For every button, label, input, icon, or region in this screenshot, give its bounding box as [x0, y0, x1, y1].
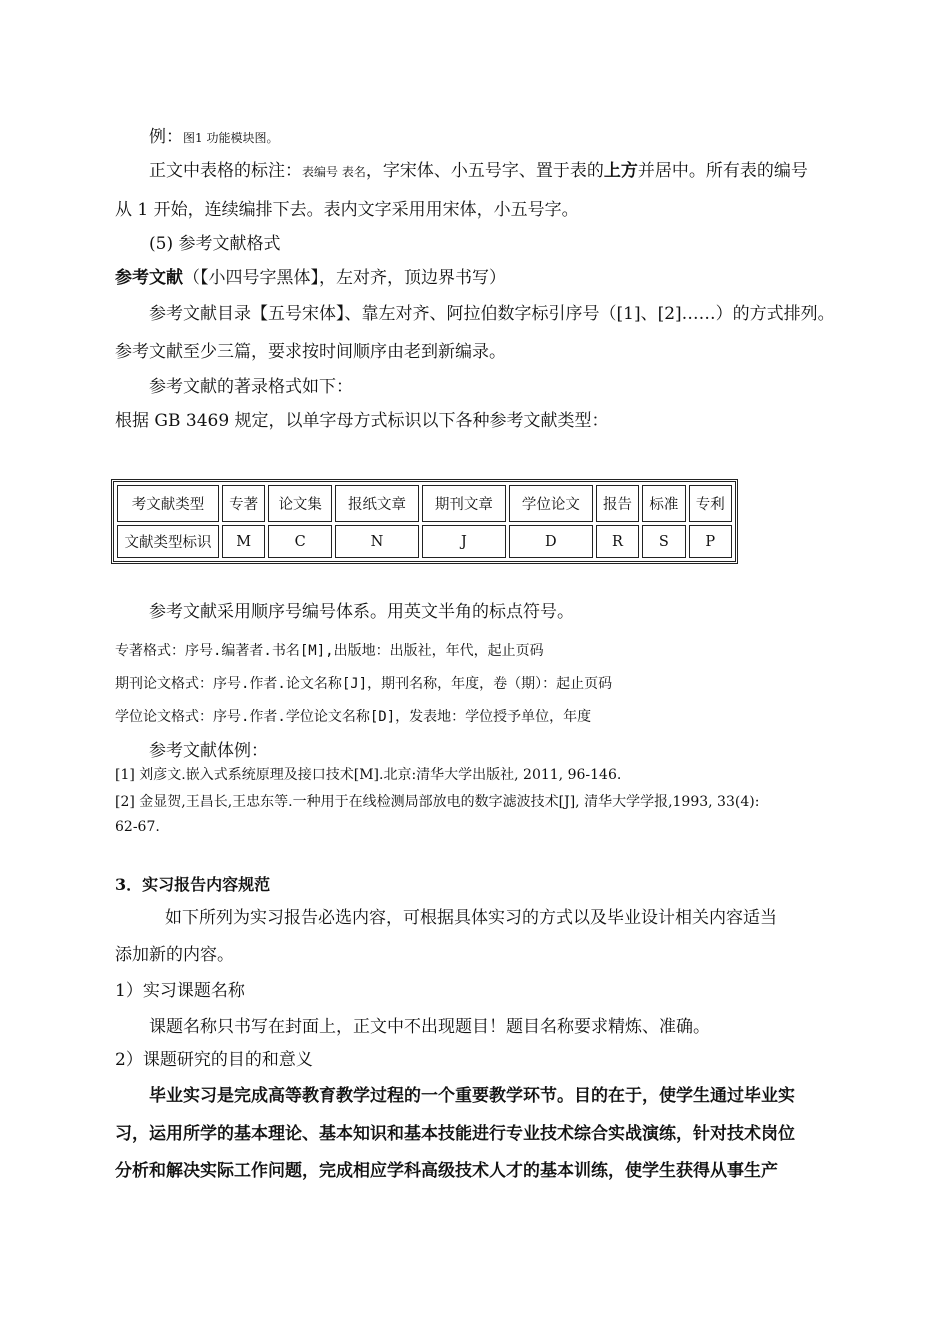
ref-list-rule-line-1: 参考文献目录【五号宋体】、靠左对齐、阿拉伯数字标引序号（[1]、[2]……）的方式排列。 [149, 304, 835, 324]
table-cell: M [222, 525, 265, 558]
reference-example-1: [1] 刘彦文.嵌入式系统原理及接口技术[M].北京:清华大学出版社, 2011, 96-146. [115, 767, 622, 783]
ref-format-heading: (5) 参考文献格式 [149, 234, 281, 254]
purpose-bold-line-1: 毕业实习是完成高等教育教学过程的一个重要教学环节。目的在于，使学生通过毕业实 [149, 1086, 795, 1106]
table-cell: 论文集 [268, 485, 332, 522]
item-1-text: 课题名称只书写在封面上，正文中不出现题目！题目名称要求精炼、准确。 [149, 1017, 710, 1037]
table-cell: 标准 [642, 485, 685, 522]
table-cell: N [335, 525, 419, 558]
table-row [117, 485, 732, 522]
table-label-example: 表编号 表名 [302, 165, 366, 179]
example-prefix: 例： [149, 127, 183, 147]
thesis-format: 学位论文格式：序号.作者.学位论文名称[D]，发表地：学位授予单位，年度 [115, 709, 592, 725]
reference-example-2-cont: 62-67. [115, 819, 160, 835]
purpose-bold-line-3: 分析和解决实际工作问题，完成相应学科高级技术人才的基本训练，使学生获得从事生产 [115, 1161, 778, 1181]
ref-list-rule-line-2: 参考文献至少三篇，要求按时间顺序由老到新编录。 [115, 342, 506, 362]
purpose-bold-line-2: 习，运用所学的基本理论、基本知识和基本技能进行专业技术综合实战演练，针对技术岗位 [115, 1124, 795, 1144]
table-note-line-2: 从 1 开始，连续编排下去。表内文字采用用宋体，小五号字。 [115, 200, 579, 220]
table-note-text: 并居中。所有表的编号 [637, 161, 808, 181]
journal-format: 期刊论文格式：序号.作者.论文名称[J]，期刊名称，年度，卷（期）：起止页码 [115, 676, 613, 692]
table-cell: J [422, 525, 506, 558]
table-cell: 报告 [596, 485, 639, 522]
item-1-heading: 1）实习课题名称 [115, 981, 245, 1001]
table-note-text: ，字宋体、小五号字、置于表的 [365, 161, 604, 181]
table-cell: P [689, 525, 732, 558]
item-2-heading: 2）课题研究的目的和意义 [115, 1050, 313, 1070]
table-cell: 考文献类型 [117, 485, 219, 522]
table-cell: S [642, 525, 685, 558]
ref-title-rule [115, 267, 506, 289]
examples-title: 参考文献体例： [149, 741, 268, 761]
table-cell: R [596, 525, 639, 558]
table-note-line-1 [149, 160, 808, 183]
ref-title-rest: （【小四号字黑体】，左对齐，顶边界书写） [183, 268, 506, 288]
book-format: 专著格式：序号.编著者.书名[M],出版地：出版社，年代，起止页码 [115, 643, 544, 659]
table-cell: 文献类型标识 [117, 525, 219, 558]
table-row [117, 525, 732, 558]
ref-format-intro: 参考文献的著录格式如下： [149, 377, 353, 397]
table-note-emphasis: 上方 [603, 161, 638, 181]
table-cell: 专著 [222, 485, 265, 522]
table-cell: 学位论文 [509, 485, 593, 522]
ref-title-bold: 参考文献 [115, 268, 183, 288]
ref-numbering-rule: 参考文献采用顺序号编号体系。用英文半角的标点符号。 [149, 602, 574, 622]
table-note-text: 正文中表格的标注： [149, 161, 302, 181]
section-3-intro-2: 添加新的内容。 [115, 945, 234, 965]
figure-example-line [149, 126, 278, 149]
section-3-title: 3．实习报告内容规范 [115, 875, 271, 894]
table-cell: D [509, 525, 593, 558]
figure-caption-example: 图1 功能模块图。 [183, 131, 279, 145]
gb-rule: 根据 GB 3469 规定，以单字母方式标识以下各种参考文献类型： [115, 411, 609, 431]
table-cell: C [268, 525, 332, 558]
ref-type-table [111, 479, 738, 564]
table-cell: 专利 [689, 485, 732, 522]
section-3-intro-1: 如下所列为实习报告必选内容，可根据具体实习的方式以及毕业设计相关内容适当 [165, 908, 777, 928]
table-cell: 期刊文章 [422, 485, 506, 522]
reference-example-2: [2] 金显贺,王昌长,王忠东等.一种用于在线检测局部放电的数字滤波技术[J], 清华大学学报,1993, 33(4): [115, 794, 760, 810]
table-cell: 报纸文章 [335, 485, 419, 522]
